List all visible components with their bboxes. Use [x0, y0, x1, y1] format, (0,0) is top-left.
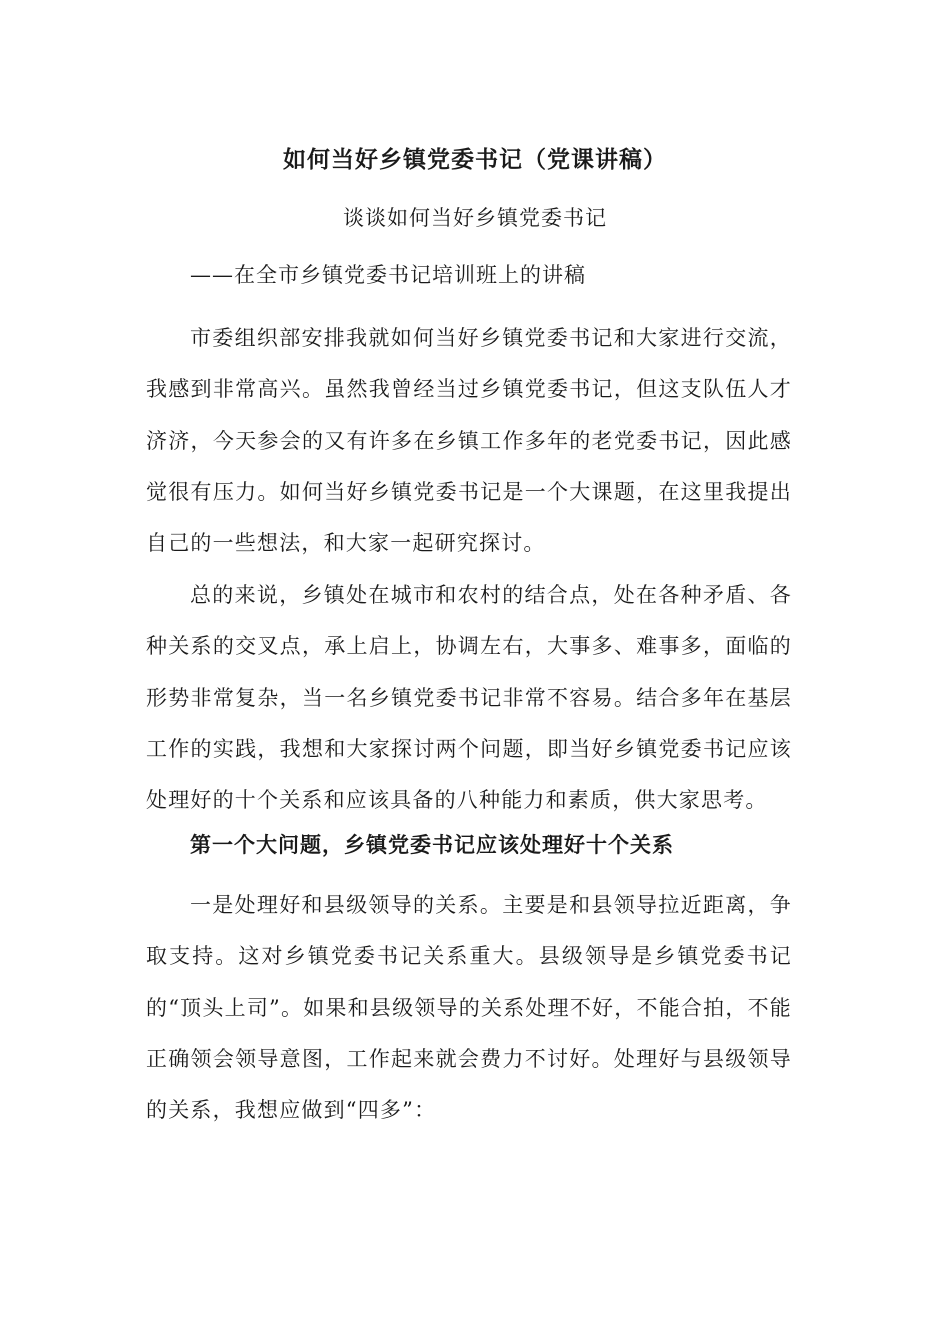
paragraph: 市委组织部安排我就如何当好乡镇党委书记和大家进行交流，我感到非常高兴。虽然我曾经当过乡镇党委书记，但这支队伍人才济济，今天参会的又有许多在乡镇工作多年的老党委书记，因此感觉很有压力。如何当好乡镇党委书记是一个大课题，在这里我提出自己的一些想法，和大家一起研究探讨。	[146, 326, 792, 556]
document-subtitle: 谈谈如何当好乡镇党委书记	[343, 206, 607, 230]
paragraph: 一是处理好和县级领导的关系。主要是和县领导拉近距离，争取支持。这对乡镇党委书记关系重大。县级领导是乡镇党委书记的“顶头上司”。如果和县级领导的关系处理不好，不能合拍，不能正确领会领导意图，工作起来就会费力不讨好。处理好与县级领导的关系，我想应做到“四多”：	[146, 893, 792, 1123]
document-title: 如何当好乡镇党委书记（党课讲稿）	[283, 146, 667, 173]
document-byline: ——在全市乡镇党委书记培训班上的讲稿	[190, 263, 586, 287]
section-heading: 第一个大问题，乡镇党委书记应该处理好十个关系	[190, 832, 674, 857]
paragraph: 总的来说，乡镇处在城市和农村的结合点，处在各种矛盾、各种关系的交叉点，承上启上，协调左右，大事多、难事多，面临的形势非常复杂，当一名乡镇党委书记非常不容易。结合多年在基层工作的实践，我想和大家探讨两个问题，即当好乡镇党委书记应该处理好的十个关系和应该具备的八种能力和素质，供大家思考。	[146, 583, 792, 813]
